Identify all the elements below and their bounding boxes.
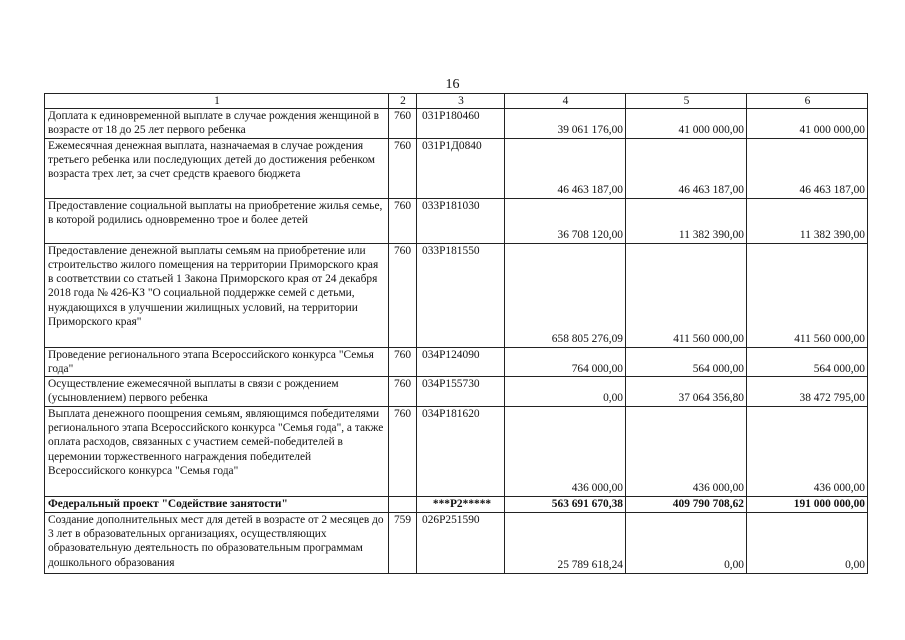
row-value-4: 25 789 618,24 xyxy=(505,512,626,573)
budget-table xyxy=(44,93,868,574)
row-value-6: 11 382 390,00 xyxy=(747,198,868,243)
row-csr: 026P251590 xyxy=(417,512,505,573)
row-value-4: 0,00 xyxy=(505,377,626,407)
row-csr: 034P124090 xyxy=(417,347,505,377)
table-row xyxy=(45,347,868,377)
row-value-5: 11 382 390,00 xyxy=(626,198,747,243)
row-name: Федеральный проект "Содействие занятости" xyxy=(45,496,389,512)
row-name: Предоставление социальной выплаты на приобретение жилья семье, в которой родились одновременно трое и более детей xyxy=(45,198,389,243)
row-value-5: 0,00 xyxy=(626,512,747,573)
page-number: 16 xyxy=(445,77,460,92)
row-csr: ***P2***** xyxy=(417,496,505,512)
row-value-4: 46 463 187,00 xyxy=(505,138,626,198)
row-code: 760 xyxy=(389,243,417,347)
row-value-4: 436 000,00 xyxy=(505,406,626,496)
row-code: 760 xyxy=(389,109,417,139)
row-code: 759 xyxy=(389,512,417,573)
row-name: Доплата к единовременной выплате в случае рождения женщиной в возрасте от 18 до 25 лет первого ребенка xyxy=(45,109,389,139)
table-row xyxy=(45,243,868,347)
row-value-4: 39 061 176,00 xyxy=(505,109,626,139)
row-name: Выплата денежного поощрения семьям, являющимся победителями регионального этапа Всероссийского конкурса "Семья года", а также оплата расходов, связанных с участием семей-победителей в церемонии торжественного награждения победителей Всероссийского конкурса "Семья года" xyxy=(45,406,389,496)
header-cell-csr: 3 xyxy=(417,94,505,109)
row-code: 760 xyxy=(389,347,417,377)
table-header-row xyxy=(45,94,868,109)
row-csr: 033P181030 xyxy=(417,198,505,243)
row-value-5: 46 463 187,00 xyxy=(626,138,747,198)
row-code: 760 xyxy=(389,406,417,496)
row-value-5: 411 560 000,00 xyxy=(626,243,747,347)
row-value-5: 409 790 708,62 xyxy=(626,496,747,512)
row-value-6: 41 000 000,00 xyxy=(747,109,868,139)
row-csr: 033P181550 xyxy=(417,243,505,347)
table-row xyxy=(45,109,868,139)
row-code: 760 xyxy=(389,377,417,407)
row-code xyxy=(389,496,417,512)
row-code: 760 xyxy=(389,198,417,243)
row-value-6: 0,00 xyxy=(747,512,868,573)
row-value-5: 41 000 000,00 xyxy=(626,109,747,139)
row-value-6: 46 463 187,00 xyxy=(747,138,868,198)
header-cell-year-3: 6 xyxy=(747,94,868,109)
row-value-5: 564 000,00 xyxy=(626,347,747,377)
row-csr: 034P155730 xyxy=(417,377,505,407)
row-value-6: 191 000 000,00 xyxy=(747,496,868,512)
table-row-federal-project xyxy=(45,496,868,512)
header-cell-year-2: 5 xyxy=(626,94,747,109)
row-value-6: 436 000,00 xyxy=(747,406,868,496)
header-cell-code: 2 xyxy=(389,94,417,109)
header-cell-name: 1 xyxy=(45,94,389,109)
row-name: Предоставление денежной выплаты семьям на приобретение или строительство жилого помещения на территории Приморского края в соответствии со статьей 1 Закона Приморского края от 24 декабря 2018 года № 426-КЗ "О социальной поддержке семей с детьми, нуждающихся в улучшении жилищных условий, на территории Приморского края" xyxy=(45,243,389,347)
table-row xyxy=(45,138,868,198)
row-value-4: 36 708 120,00 xyxy=(505,198,626,243)
row-value-6: 38 472 795,00 xyxy=(747,377,868,407)
row-name: Ежемесячная денежная выплата, назначаемая в случае рождения третьего ребенка или последующих детей до достижения ребенком возраста трех лет, за счет средств краевого бюджета xyxy=(45,138,389,198)
row-name: Осуществление ежемесячной выплаты в связи с рождением (усыновлением) первого ребенка xyxy=(45,377,389,407)
header-cell-year-1: 4 xyxy=(505,94,626,109)
row-code: 760 xyxy=(389,138,417,198)
row-value-4: 764 000,00 xyxy=(505,347,626,377)
table-row xyxy=(45,377,868,407)
table-row xyxy=(45,512,868,573)
table-row xyxy=(45,406,868,496)
table-row xyxy=(45,198,868,243)
row-value-4: 563 691 670,38 xyxy=(505,496,626,512)
row-name: Проведение регионального этапа Всероссийского конкурса "Семья года" xyxy=(45,347,389,377)
row-csr: 031P1Д0840 xyxy=(417,138,505,198)
row-value-6: 564 000,00 xyxy=(747,347,868,377)
row-name: Создание дополнительных мест для детей в возрасте от 2 месяцев до 3 лет в образовательных организациях, осуществляющих образовательную деятельность по образовательным программам дошкольного образования xyxy=(45,512,389,573)
row-csr: 034P181620 xyxy=(417,406,505,496)
row-value-4: 658 805 276,09 xyxy=(505,243,626,347)
row-value-5: 436 000,00 xyxy=(626,406,747,496)
row-value-6: 411 560 000,00 xyxy=(747,243,868,347)
row-value-5: 37 064 356,80 xyxy=(626,377,747,407)
row-csr: 031P180460 xyxy=(417,109,505,139)
